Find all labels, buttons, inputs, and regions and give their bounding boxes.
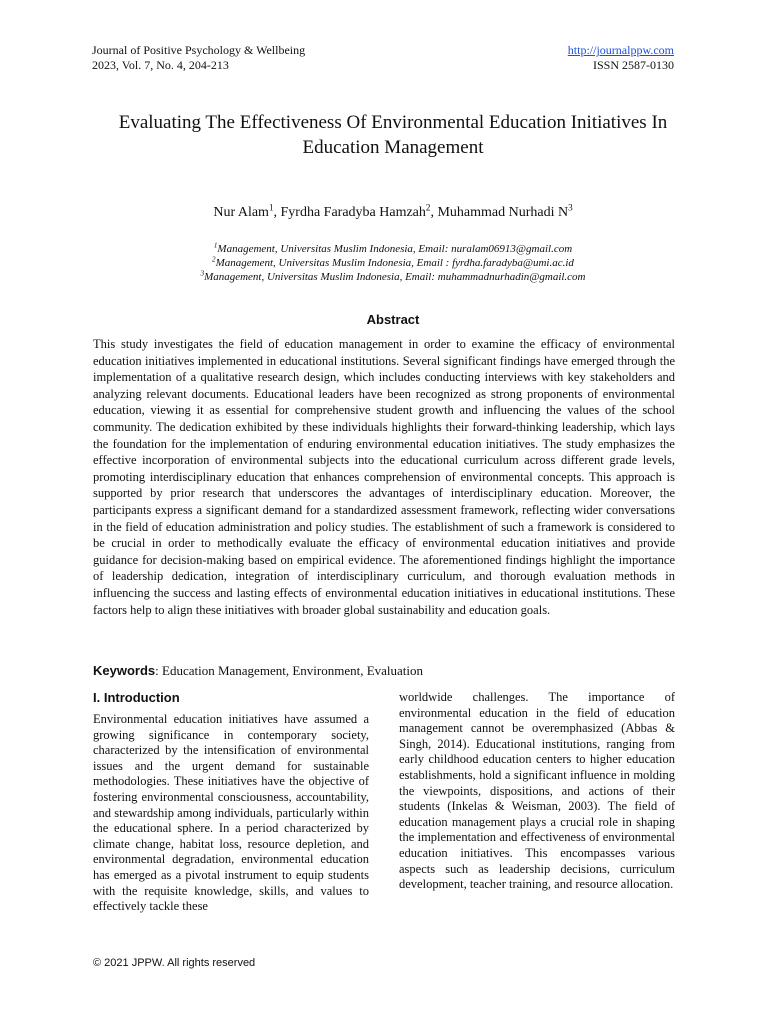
affiliation-number: 1 [213,241,218,250]
affiliation-line [80,256,706,270]
author-name: Fyrdha Faradyba Hamzah [280,205,426,220]
right-column [399,690,675,893]
author-affil-number: 1 [268,202,274,213]
introduction-heading: I. Introduction [93,690,180,705]
author-separator: , [430,205,438,220]
abstract-heading: Abstract [366,312,420,327]
keywords-label: Keywords [93,663,156,678]
keywords-line [93,662,675,679]
journal-url-link[interactable]: http://journalppw.com [567,43,674,57]
copyright-footer: © 2021 JPPW. All rights reserved [93,957,256,969]
affiliation-text: Management, Universitas Muslim Indonesia, Email: muhammadnurhadin@gmail.com [204,271,586,283]
keywords-text: : Education Management, Environment, Evaluation [155,663,424,678]
author-affil-number: 3 [568,202,573,213]
journal-issn: ISSN 2587-0130 [592,57,674,72]
journal-issue: 2023, Vol. 7, No. 4, 204-213 [92,57,229,72]
left-column [93,690,369,915]
running-header-left [92,43,305,72]
running-header-right [568,43,674,72]
affiliation-number: 2 [212,255,216,264]
affiliation-line [80,270,706,284]
abstract-text: This study investigates the field of education management in order to examine the efficacy of environmental education initiatives implemented in educational institutions. Several significant findings have emerged through the implementation of a qualitative research design, which includes conducting interviews with key stakeholders and analyzing relevant documents. Educational leaders have been recognized as strong proponents of environmental education, viewing it as essential for comprehensive student growth and influencing the values of the school community. The dedication exhibited by these individuals highlights their forward-thinking leadership, which lays the foundation for the implementation of enduring environmental education initiatives. The study emphasizes the effective incorporation of environmental subjects into the educational curriculum across different grade levels, promoting interdisciplinary education that enhances comprehension of environmental concepts. This approach is supported by prior research that underscores the advantages of interdisciplinary education. Moreover, the participants express a significant demand for a standardized assessment framework, reflecting wider conversations in the field of education administration and policy studies. The establishment of such a framework is considered to be crucial in order to methodically evaluate the efficacy of environmental education initiatives and provide guidance for decision-making based on empirical evidence. The aforementioned findings highlight the importance of leadership dedication, integration of interdisciplinary curriculum, and thorough evaluation methods in influencing the success and lasting effects of environmental education initiatives in educational institutions. These factors help to align these initiatives with broader global sustainability and education goals. [93,337,675,617]
author-name: Nur Alam [213,205,269,220]
author-affil-number: 2 [425,202,431,213]
author-list [80,204,706,222]
author-separator: , [273,205,281,220]
affiliation-number: 3 [200,269,205,278]
affiliation-text: Management, Universitas Muslim Indonesia, Email : fyrdha.faradyba@umi.ac.id [215,257,574,269]
author-name: Muhammad Nurhadi N [437,205,569,220]
introduction-text-left: Environmental education initiatives have assumed a growing significance in contemporary society, characterized by the intensification of environmental issues and the urgent demand for sustainable methodologies. These initiatives have the objective of fostering environmental consciousness, accountability, and stewardship among individuals, particularly within the educational sphere. In a period characterized by climate change, habitat loss, resource depletion, and environmental degradation, environmental education has emerged as a pivotal instrument to equip students with the requisite knowledge, skills, and values to effectively tackle these [93,712,369,914]
affiliation-list [80,242,706,284]
affiliation-text: Management, Universitas Muslim Indonesia, Email: nuralam06913@gmail.com [217,243,573,255]
journal-name: Journal of Positive Psychology & Wellbeing [92,43,306,57]
introduction-text-right: worldwide challenges. The importance of environmental education in the field of education management cannot be overemphasized (Abbas & Singh, 2014). Educational institutions, ranging from early childhood education centers to higher education establishments, hold a significant influence in molding the viewpoints, dispositions, and actions of their students (Inkelas & Weisman, 2003). The field of education management plays a crucial role in shaping the implementation and effectiveness of environmental education initiatives. This encompasses various aspects such as leadership decisions, curriculum development, teacher training, and resource allocation. [399,690,675,892]
affiliation-line [80,242,706,256]
paper-title: Evaluating The Effectiveness Of Environmental Education Initiatives In Education Management [118,112,668,158]
